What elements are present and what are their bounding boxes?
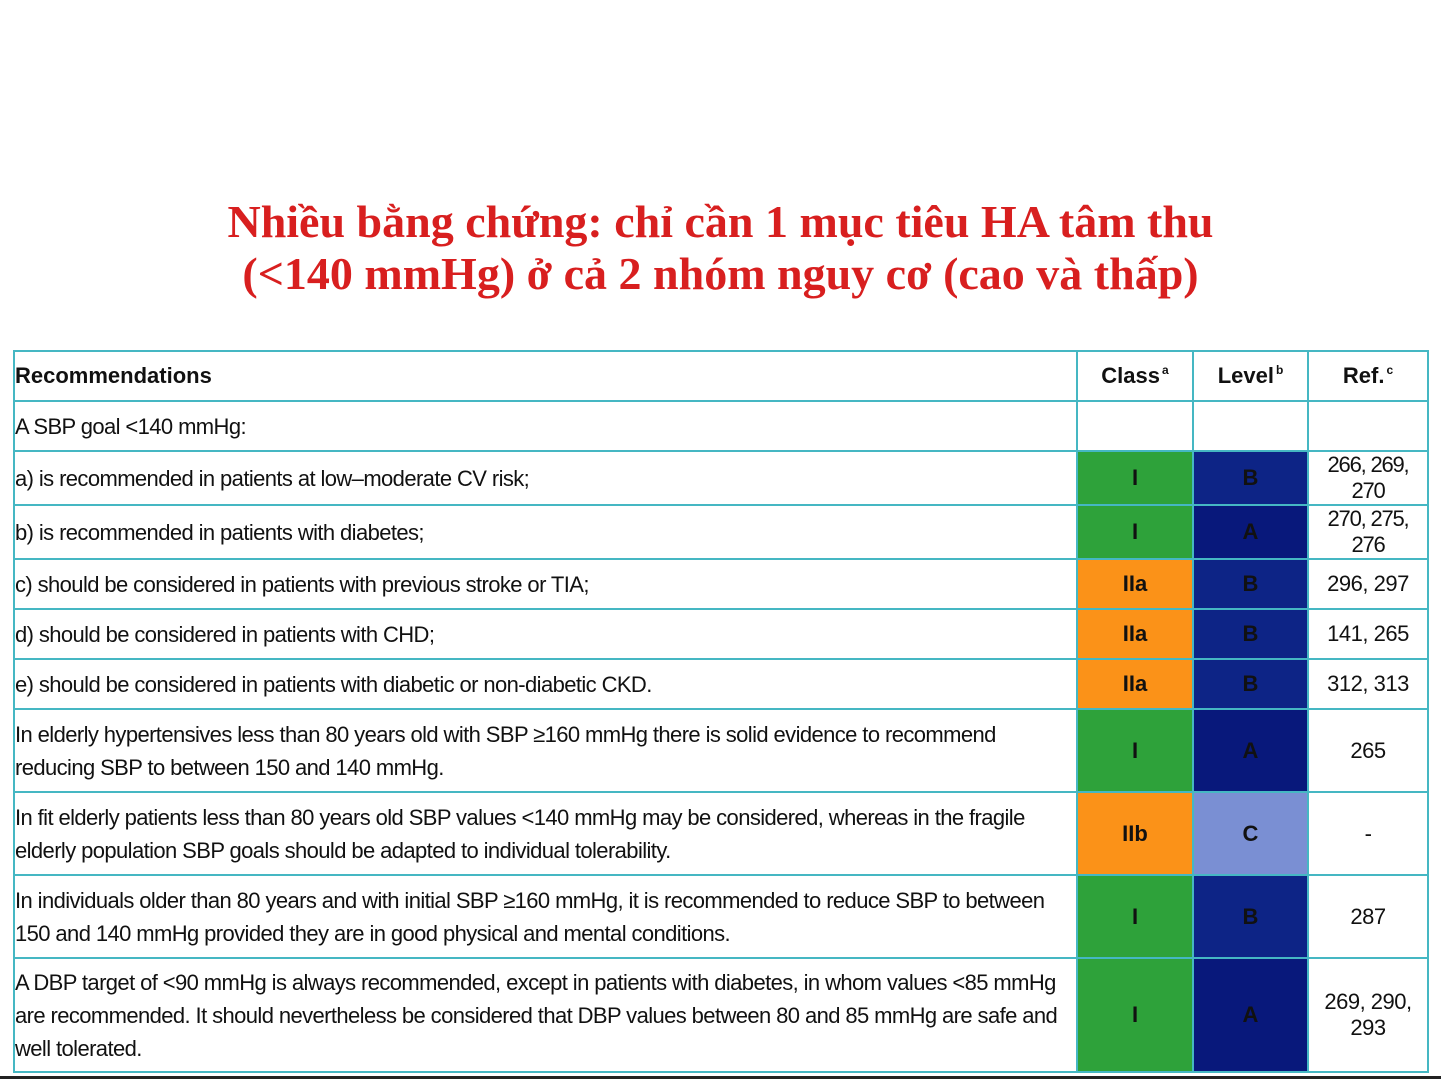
recommendation-text: In elderly hypertensives less than 80 years old with SBP ≥160 mmHg there is solid evidence to recommend reducing SBP to between 150 and 140 mmHg.	[14, 709, 1077, 792]
title-line-1: Nhiều bằng chứng: chỉ cần 1 mục tiêu HA tâm thu	[227, 196, 1214, 247]
level-badge: C	[1193, 792, 1308, 875]
class-badge: IIa	[1077, 559, 1193, 609]
class-badge: IIa	[1077, 609, 1193, 659]
class-badge: IIa	[1077, 659, 1193, 709]
reference-cell: 269, 290, 293	[1308, 958, 1428, 1072]
table-row	[14, 709, 1428, 792]
group-title: A SBP goal <140 mmHg:	[14, 401, 1077, 451]
recommendation-text: In individuals older than 80 years and with initial SBP ≥160 mmHg, it is recommended to reduce SBP to between 150 and 140 mmHg provided they are in good physical and mental conditions.	[14, 875, 1077, 958]
level-badge: A	[1193, 505, 1308, 559]
header-level: Level $^b$	[1193, 351, 1308, 401]
reference-cell: 141, 265	[1308, 609, 1428, 659]
level-badge: A	[1193, 958, 1308, 1072]
recommendation-text: a) is recommended in patients at low–moderate CV risk;	[14, 451, 1077, 505]
table-row	[14, 505, 1428, 559]
title-line-2: (<140 mmHg) ở cả 2 nhóm nguy cơ (cao và thấp)	[242, 248, 1199, 299]
table-row	[14, 792, 1428, 875]
recommendation-text: c) should be considered in patients with previous stroke or TIA;	[14, 559, 1077, 609]
header-recommendations: Recommendations	[14, 351, 1077, 401]
empty-cell	[1077, 401, 1193, 451]
group-title-row	[14, 401, 1428, 451]
reference-cell: 296, 297	[1308, 559, 1428, 609]
reference-cell: 265	[1308, 709, 1428, 792]
level-badge: B	[1193, 559, 1308, 609]
table-row	[14, 559, 1428, 609]
slide-title	[0, 196, 1441, 300]
recommendation-text: A DBP target of <90 mmHg is always recommended, except in patients with diabetes, in whom values <85 mmHg are recommended. It should nevertheless be considered that DBP values between 80 and 85 mmHg are safe and well tolerated.	[14, 958, 1077, 1072]
level-badge: A	[1193, 709, 1308, 792]
recommendation-text: b) is recommended in patients with diabetes;	[14, 505, 1077, 559]
reference-cell: -	[1308, 792, 1428, 875]
reference-cell: 312, 313	[1308, 659, 1428, 709]
level-badge: B	[1193, 875, 1308, 958]
class-badge: I	[1077, 451, 1193, 505]
header-class: Class $^a$	[1077, 351, 1193, 401]
empty-cell	[1308, 401, 1428, 451]
recommendation-text: In fit elderly patients less than 80 years old SBP values <140 mmHg may be considered, whereas in the fragile elderly population SBP goals should be adapted to individual tolerability.	[14, 792, 1077, 875]
table-header-row	[14, 351, 1428, 401]
recommendations-table	[13, 350, 1429, 1073]
table-row	[14, 451, 1428, 505]
class-badge: I	[1077, 875, 1193, 958]
class-badge: I	[1077, 709, 1193, 792]
level-badge: B	[1193, 659, 1308, 709]
bottom-divider	[0, 1076, 1441, 1079]
reference-cell: 270, 275, 276	[1308, 505, 1428, 559]
level-badge: B	[1193, 609, 1308, 659]
reference-cell: 266, 269, 270	[1308, 451, 1428, 505]
table-row	[14, 609, 1428, 659]
recommendation-text: d) should be considered in patients with CHD;	[14, 609, 1077, 659]
class-badge: I	[1077, 958, 1193, 1072]
level-badge: B	[1193, 451, 1308, 505]
class-badge: I	[1077, 505, 1193, 559]
recommendation-text: e) should be considered in patients with diabetic or non-diabetic CKD.	[14, 659, 1077, 709]
reference-cell: 287	[1308, 875, 1428, 958]
table-row	[14, 659, 1428, 709]
header-ref: Ref. $^c$	[1308, 351, 1428, 401]
empty-cell	[1193, 401, 1308, 451]
table-row	[14, 875, 1428, 958]
table-row	[14, 958, 1428, 1072]
class-badge: IIb	[1077, 792, 1193, 875]
